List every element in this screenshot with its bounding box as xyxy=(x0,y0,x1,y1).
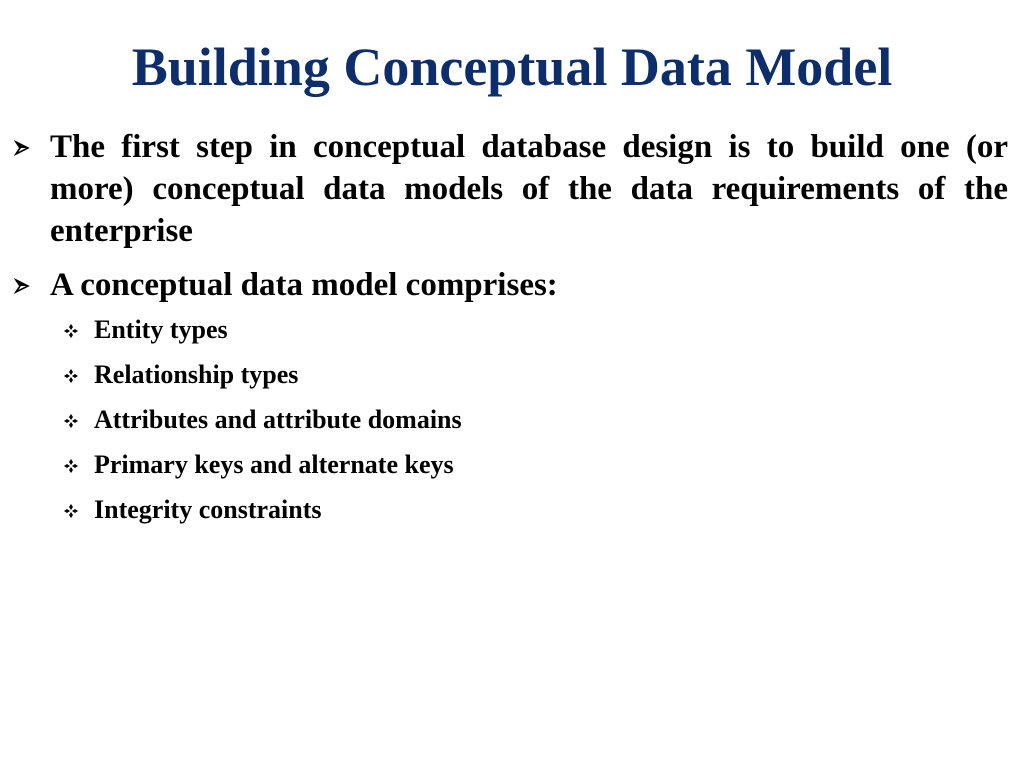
arrowhead-bullet-icon xyxy=(14,278,30,294)
sub-bullet-text: Primary keys and alternate keys xyxy=(94,450,454,479)
sub-bullet-list xyxy=(10,314,1008,526)
bullet-text: A conceptual data model comprises: xyxy=(50,267,558,303)
bullet-item xyxy=(10,126,1008,252)
sub-bullet-item xyxy=(94,449,1008,481)
diamond-bullet-icon xyxy=(64,414,78,428)
bullet-text: The first step in conceptual database design is to build one (or more) conceptual data models of the data requirements of the enterprise xyxy=(50,129,1008,249)
sub-bullet-item xyxy=(94,404,1008,436)
diamond-bullet-icon xyxy=(64,459,78,473)
sub-bullet-text: Attributes and attribute domains xyxy=(94,405,462,434)
bullet-list xyxy=(10,126,1008,539)
diamond-bullet-icon xyxy=(64,504,78,518)
diamond-bullet-icon xyxy=(64,369,78,383)
slide-title: Building Conceptual Data Model xyxy=(131,37,893,97)
diamond-bullet-icon xyxy=(64,324,78,338)
bullet-item xyxy=(10,264,1008,306)
sub-bullet-text: Integrity constraints xyxy=(94,495,322,524)
sub-bullet-item xyxy=(94,359,1008,391)
arrowhead-bullet-icon xyxy=(14,140,30,156)
sub-bullet-text: Entity types xyxy=(94,315,228,344)
sub-bullet-item xyxy=(94,314,1008,346)
sub-bullet-item xyxy=(94,494,1008,526)
sub-bullet-text: Relationship types xyxy=(94,360,299,389)
